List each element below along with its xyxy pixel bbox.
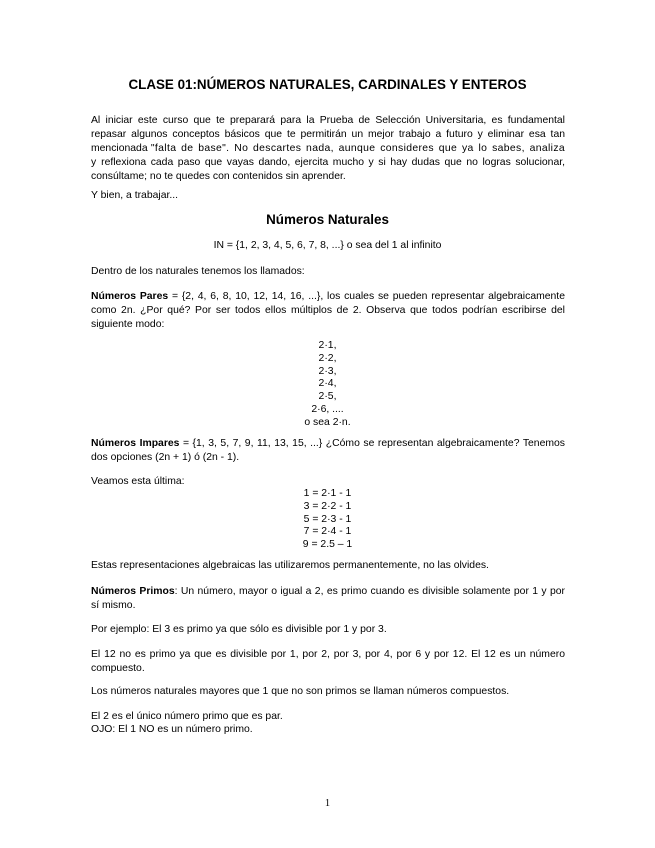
naturals-definition: IN = {1, 2, 3, 4, 5, 6, 7, 8, ...} o sea del 1 al infinito [213,240,442,251]
list-item: 2·1, [318,340,337,351]
ojo-text: OJO: El 1 NO es un número primo. [91,724,253,735]
within-text: Dentro de los naturales tenemos los llamados: [91,266,305,277]
list-item: 2·2, [318,352,337,364]
list-item: 2·4, [318,378,337,390]
intro-text-1: Al iniciar este curso que te preparará para la Prueba de Selección Universitaria, es fundamental repasar algunos conceptos básicos que te permitirán un mejor trabajo a futuro y eliminar esa tan mencionada [91,115,565,154]
odd-numbers-paragraph [91,437,565,465]
even-numbers-paragraph [91,290,565,332]
list-item: 1 = 2·1 - 1 [303,488,352,499]
list-item: 2·6, .... [311,403,344,415]
lets-work-text: Y bien, a trabajar... [91,190,179,201]
list-item: 2·3, [318,365,337,377]
composites-text: Los números naturales mayores que 1 que no son primos se llaman números compuestos. [91,686,510,697]
even-numbers-list [0,340,655,430]
intro-text-3: reflexiona cada paso que vayas dando, ejercita mucho y si hay dudas que no logras solucionar, consúltame; no te quedes con contenidos sin aprender. [91,157,566,182]
two-even-text: El 2 es el único número primo que es par. [91,711,283,722]
odd-numbers-list [0,488,655,552]
page-number: 1 [324,798,331,809]
intro-paragraph [91,114,565,184]
algebraic-note: Estas representaciones algebraicas las utilizaremos permanentemente, no las olvides. [91,560,489,571]
odd-numbers-text: = {1, 3, 5, 7, 9, 11, 13, 15, ...} ¿Cómo se representan algebraicamente? Tenemos dos opciones (2n + 1) ó (2n - 1). [91,438,565,463]
list-item: 9 = 2.5 – 1 [302,539,353,551]
section-title: Números Naturales [266,212,389,227]
intro-text-2: "falta de base". No descartes nada, aunque consideres que ya lo sabes, analiza y [91,143,566,168]
list-item: 3 = 2·2 - 1 [303,500,352,512]
example-text: Por ejemplo: El 3 es primo ya que sólo es divisible por 1 y por 3. [91,624,387,635]
list-item: o sea 2·n. [304,416,351,428]
twelve-text: El 12 no es primo ya que es divisible por 1, por 2, por 3, por 4, por 6 y por 12. El 12 es un número compuesto. [91,649,565,674]
even-numbers-label: Números Pares [91,291,169,302]
primes-label: Números Primos [91,586,175,597]
see-last-text: Veamos esta última: [91,476,185,487]
list-item: 5 = 2·3 - 1 [303,513,352,525]
primes-text: : Un número, mayor o igual a 2, es primo cuando es divisible solamente por 1 y por sí mismo. [91,586,565,611]
list-item: 7 = 2·4 - 1 [303,526,352,538]
page-title: CLASE 01:NÚMEROS NATURALES, CARDINALES Y ENTEROS [128,77,527,92]
list-item: 2·5, [318,391,337,403]
primes-paragraph [91,585,565,613]
odd-numbers-label: Números Impares [91,438,180,449]
even-numbers-text: = {2, 4, 6, 8, 10, 12, 14, 16, ...}, los cuales se pueden representar algebraicamente como 2n. ¿Por qué? Por ser todos ellos múltiplos de 2. Observa que todos podrían escribirse del siguiente modo: [91,291,565,330]
